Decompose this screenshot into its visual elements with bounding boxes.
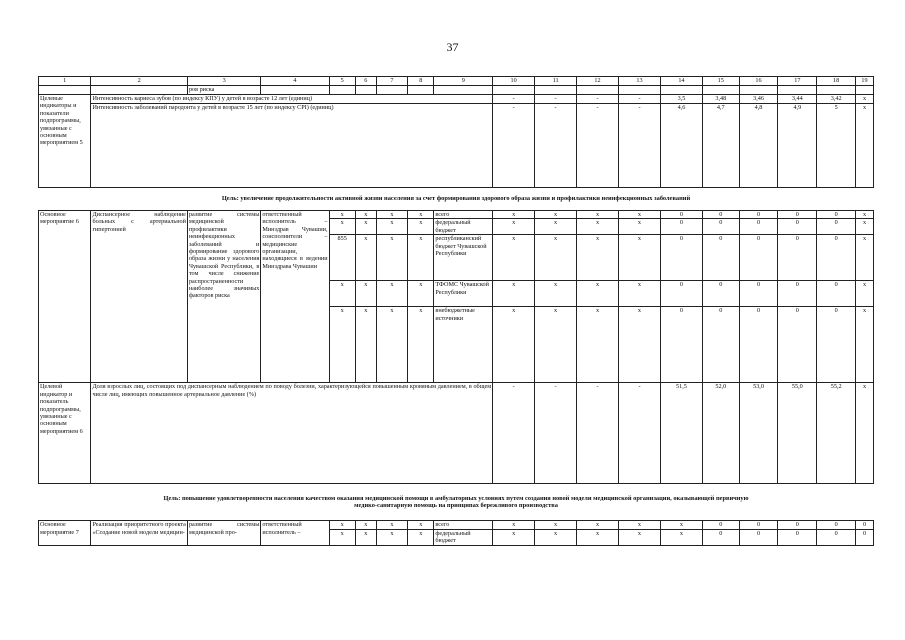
indicator-value: x xyxy=(856,95,874,104)
funding-value: 0 xyxy=(739,211,778,219)
column-number: 16 xyxy=(739,77,778,86)
funding-value: x xyxy=(535,281,577,307)
indicator-value: 3,46 xyxy=(739,95,778,104)
column-number: 13 xyxy=(619,77,661,86)
indicator-text: Доля взрослых лиц, состоящих под диспансерным наблюдением по поводу болезни, характеризующейся повышенным кровяным давлением, в общем числе лиц, имеющих повышенное артериальное давление (%) xyxy=(91,383,493,484)
indicator-value: - xyxy=(619,95,661,104)
measure-description: развитие системы медицинской профилактики неинфекционных заболеваний и формирование здорового образа жизни у населения Чувашской Республики, в том числе снижение распространенности наиболее значимых факторов риска xyxy=(187,211,260,383)
funding-value: x xyxy=(577,529,619,545)
column-number: 2 xyxy=(91,77,188,86)
indicator-value: 3,42 xyxy=(817,95,856,104)
column-number: 10 xyxy=(493,77,535,86)
indicator-value: 3,44 xyxy=(778,95,817,104)
funding-value: 0 xyxy=(778,529,817,545)
indicator-value: 4,6 xyxy=(660,104,702,188)
funding-value: 0 xyxy=(778,307,817,383)
indicator-value: x xyxy=(856,383,874,484)
funding-value: 0 xyxy=(739,219,778,235)
code-cell: x xyxy=(355,235,376,281)
funding-value: x xyxy=(619,529,661,545)
funding-value: 0 xyxy=(660,281,702,307)
funding-value: x xyxy=(856,307,874,383)
code-cell: 855 xyxy=(329,235,355,281)
code-cell: x xyxy=(408,211,434,219)
code-cell: x xyxy=(376,211,407,219)
indicator-row xyxy=(39,95,874,104)
funding-value: 0 xyxy=(817,219,856,235)
funding-value: x xyxy=(619,521,661,529)
indicator-value: - xyxy=(577,104,619,188)
funding-value: x xyxy=(535,529,577,545)
column-number: 5 xyxy=(329,77,355,86)
indicator-value: - xyxy=(619,383,661,484)
column-number: 1 xyxy=(39,77,91,86)
funding-value: 0 xyxy=(660,235,702,281)
code-cell: x xyxy=(408,281,434,307)
funding-value: x xyxy=(535,521,577,529)
funding-source: республиканский бюджет Чувашской Республики xyxy=(434,235,493,281)
indicator-text: Интенсивность заболеваний пародонта у детей в возрасте 15 лет (по индексу CPI) (единиц) xyxy=(91,104,493,188)
funding-value: 0 xyxy=(817,529,856,545)
funding-value: x xyxy=(577,307,619,383)
funding-value: 0 xyxy=(702,281,739,307)
code-cell: x xyxy=(329,307,355,383)
indicator-value: - xyxy=(493,95,535,104)
indicator-value: 3,48 xyxy=(702,95,739,104)
code-cell: x xyxy=(355,307,376,383)
column-number: 6 xyxy=(355,77,376,86)
code-cell: x xyxy=(355,521,376,529)
funding-value: 0 xyxy=(702,521,739,529)
indicator-value: 55,2 xyxy=(817,383,856,484)
funding-value: 0 xyxy=(817,211,856,219)
continuation-row xyxy=(39,86,874,95)
code-cell: x xyxy=(408,521,434,529)
code-cell: x xyxy=(329,529,355,545)
funding-value: x xyxy=(535,211,577,219)
indicator-value: - xyxy=(535,383,577,484)
code-cell: x xyxy=(376,235,407,281)
funding-value: 0 xyxy=(778,235,817,281)
indicator-value: - xyxy=(535,104,577,188)
funding-value: x xyxy=(660,521,702,529)
funding-value: x xyxy=(619,307,661,383)
program-table-container xyxy=(38,76,874,546)
funding-value: x xyxy=(619,281,661,307)
indicator-value: 5 xyxy=(817,104,856,188)
funding-value: x xyxy=(493,529,535,545)
indicator-value: - xyxy=(577,383,619,484)
goal-row xyxy=(39,188,874,211)
risk-tail-text: ров риска xyxy=(187,86,260,95)
measure-label: Основное мероприятие 6 xyxy=(39,211,91,383)
column-number: 18 xyxy=(817,77,856,86)
funding-value: x xyxy=(619,211,661,219)
page-number: 37 xyxy=(446,40,459,54)
funding-value: 0 xyxy=(778,521,817,529)
measure-responsible: ответственный исполнитель – Минздрав Чувашии, соисполнители – медицинские организации, находящиеся в ведении Минздрава Чувашии xyxy=(261,211,329,383)
funding-source: всего xyxy=(434,521,493,529)
goal-text: Цель: увеличение продолжительности активной жизни населения за счет формирования здорового образа жизни и профилактики неинфекционных заболеваний xyxy=(39,188,874,211)
funding-value: 0 xyxy=(817,235,856,281)
funding-value: x xyxy=(577,521,619,529)
measure-name: Диспансерное наблюдение больных с артериальной гипертонией xyxy=(91,211,188,383)
column-number: 17 xyxy=(778,77,817,86)
measure-name: Реализация приоритетного проекта «Создание новой модели медицин- xyxy=(91,521,188,545)
measure-row xyxy=(39,211,874,219)
funding-value: x xyxy=(619,219,661,235)
code-cell: x xyxy=(376,219,407,235)
indicator-value: 52,0 xyxy=(702,383,739,484)
funding-value: x xyxy=(493,521,535,529)
funding-value: 0 xyxy=(856,529,874,545)
code-cell: x xyxy=(408,529,434,545)
indicator-value: - xyxy=(619,104,661,188)
funding-value: 0 xyxy=(739,281,778,307)
code-cell: x xyxy=(329,281,355,307)
funding-value: x xyxy=(577,281,619,307)
funding-source: ТФОМС Чувашской Республики xyxy=(434,281,493,307)
funding-value: 0 xyxy=(817,307,856,383)
code-cell: x xyxy=(355,211,376,219)
code-cell: x xyxy=(376,521,407,529)
code-cell: x xyxy=(376,281,407,307)
funding-value: 0 xyxy=(739,235,778,281)
funding-value: 0 xyxy=(702,307,739,383)
measure-row xyxy=(39,521,874,529)
column-number: 7 xyxy=(376,77,407,86)
funding-value: 0 xyxy=(739,307,778,383)
indicator-value: 51,5 xyxy=(660,383,702,484)
indicator-value: 3,5 xyxy=(660,95,702,104)
funding-value: 0 xyxy=(817,281,856,307)
funding-source: внебюджетные источники xyxy=(434,307,493,383)
funding-value: 0 xyxy=(739,521,778,529)
funding-source: федеральный бюджет xyxy=(434,529,493,545)
funding-value: 0 xyxy=(660,211,702,219)
goal-text: Цель: повышение удовлетворенности населения качеством оказания медицинской помощи в амбулаторных условиях путем создания новой модели медицинской организации, оказывающей первичную медико-санитарную помощь на принципах бережливого производства xyxy=(39,484,874,521)
indicator-value: 53,0 xyxy=(739,383,778,484)
column-number: 9 xyxy=(434,77,493,86)
code-cell: x xyxy=(355,529,376,545)
funding-value: x xyxy=(493,281,535,307)
indicator-value: 55,0 xyxy=(778,383,817,484)
funding-value: x xyxy=(493,219,535,235)
indicator-value: 4,9 xyxy=(778,104,817,188)
code-cell: x xyxy=(329,211,355,219)
code-cell: x xyxy=(329,219,355,235)
column-number-row xyxy=(39,77,874,86)
funding-value: 0 xyxy=(739,529,778,545)
funding-value: x xyxy=(493,235,535,281)
funding-value: 0 xyxy=(702,211,739,219)
funding-value: 0 xyxy=(856,521,874,529)
funding-value: x xyxy=(535,219,577,235)
column-number: 19 xyxy=(856,77,874,86)
code-cell: x xyxy=(355,219,376,235)
column-number: 12 xyxy=(577,77,619,86)
indicator-value: 4,7 xyxy=(702,104,739,188)
funding-value: 0 xyxy=(817,521,856,529)
funding-source: федеральный бюджет xyxy=(434,219,493,235)
funding-value: 0 xyxy=(778,219,817,235)
column-number: 4 xyxy=(261,77,329,86)
funding-value: x xyxy=(660,529,702,545)
funding-value: 0 xyxy=(702,529,739,545)
funding-value: 0 xyxy=(778,211,817,219)
code-cell: x xyxy=(408,235,434,281)
funding-value: x xyxy=(577,211,619,219)
funding-value: x xyxy=(856,219,874,235)
funding-value: 0 xyxy=(660,307,702,383)
program-table xyxy=(38,76,874,546)
funding-value: 0 xyxy=(702,235,739,281)
indicator-value: x xyxy=(856,104,874,188)
measure-description: развитие системы медицинской про- xyxy=(187,521,260,545)
column-number: 11 xyxy=(535,77,577,86)
funding-value: x xyxy=(577,235,619,281)
funding-value: x xyxy=(493,307,535,383)
funding-value: x xyxy=(535,235,577,281)
funding-value: x xyxy=(493,211,535,219)
column-number: 8 xyxy=(408,77,434,86)
indicator-row xyxy=(39,383,874,484)
code-cell: x xyxy=(376,529,407,545)
indicator-value: - xyxy=(535,95,577,104)
indicators-label: Целевой индикатор и показатель подпрограммы, увязанные с основным мероприятием 6 xyxy=(39,383,91,484)
funding-value: x xyxy=(577,219,619,235)
column-number: 15 xyxy=(702,77,739,86)
goal-row xyxy=(39,484,874,521)
funding-value: 0 xyxy=(702,219,739,235)
funding-value: 0 xyxy=(660,219,702,235)
funding-value: x xyxy=(856,235,874,281)
code-cell: x xyxy=(408,307,434,383)
indicator-value: - xyxy=(493,104,535,188)
code-cell: x xyxy=(408,219,434,235)
funding-value: x xyxy=(535,307,577,383)
indicator-row xyxy=(39,104,874,188)
measure-responsible: ответственный исполнитель – xyxy=(261,521,329,545)
funding-value: x xyxy=(856,211,874,219)
column-number: 3 xyxy=(187,77,260,86)
funding-value: x xyxy=(856,281,874,307)
indicators-label: Целевые индикаторы и показатели подпрограммы, увязанные с основным мероприятием 5 xyxy=(39,95,91,188)
indicator-text: Интенсивность кариеса зубов (по индексу КПУ) у детей в возрасте 12 лет (единиц) xyxy=(91,95,493,104)
code-cell: x xyxy=(329,521,355,529)
measure-label: Основное мероприятие 7 xyxy=(39,521,91,545)
indicator-value: 4,8 xyxy=(739,104,778,188)
indicator-value: - xyxy=(577,95,619,104)
column-number: 14 xyxy=(660,77,702,86)
code-cell: x xyxy=(355,281,376,307)
code-cell: x xyxy=(376,307,407,383)
funding-value: x xyxy=(619,235,661,281)
funding-source: всего xyxy=(434,211,493,219)
indicator-value: - xyxy=(493,383,535,484)
funding-value: 0 xyxy=(778,281,817,307)
